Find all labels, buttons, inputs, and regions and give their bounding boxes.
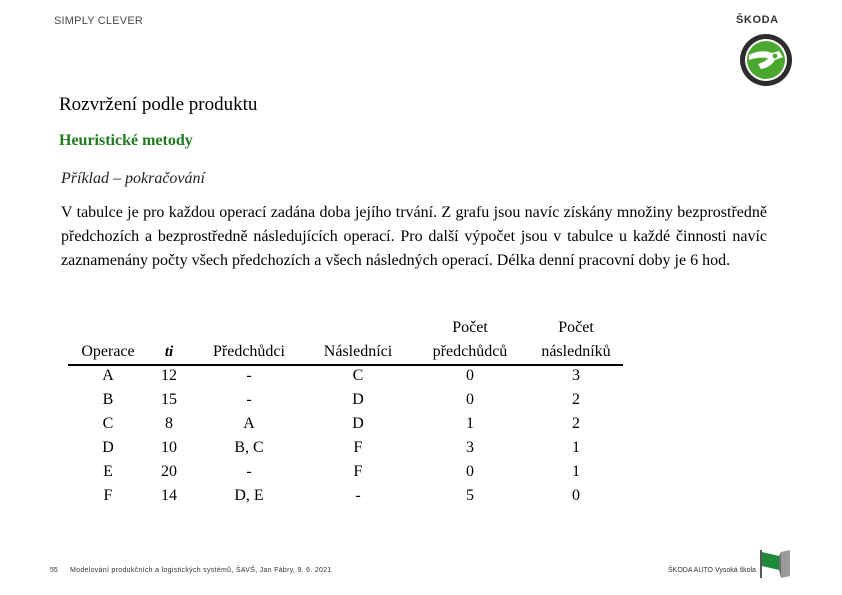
footer-text: Modelování produkčních a logistických systémů, ŠAVŠ, Jan Fábry, 9. 6. 2021 [70,567,332,574]
cell-operation: B [102,391,114,408]
cell-predecessors: - [246,391,252,408]
column-successors [310,316,406,508]
column-predecessors [198,316,300,508]
cell-successors: D [352,415,364,432]
brand-tagline: SIMPLY CLEVER [54,15,144,27]
cell-operation: A [102,367,114,384]
cell-successors: F [353,439,363,456]
skoda-logo-icon [739,33,793,87]
cell-predecessors: B, C [234,439,264,456]
slide-title: Rozvržení podle produktu [59,94,258,115]
cell-succ-count: 1 [572,463,580,480]
cell-succ-count: 3 [572,367,580,384]
cell-time: 12 [161,367,177,384]
cell-pred-count: 5 [466,487,474,504]
cell-predecessors: D, E [234,487,264,504]
footer-org: ŠKODA AUTO Vysoká škola [668,567,756,574]
header-pred-count-line2: předchůdců [432,343,508,360]
cell-successors: D [352,391,364,408]
cell-operation: F [103,487,113,504]
column-operation [68,316,148,508]
cell-time: 10 [161,439,177,456]
header-succ-count-line2: následníků [541,343,611,360]
column-time [149,316,189,508]
cell-pred-count: 3 [466,439,474,456]
cell-pred-count: 0 [466,463,474,480]
header-operation: Operace [81,343,135,360]
cell-predecessors: A [243,415,255,432]
cell-succ-count: 1 [572,439,580,456]
cell-pred-count: 1 [466,415,474,432]
cell-succ-count: 2 [572,391,580,408]
cell-successors: C [352,367,364,384]
header-succ-count-line1: Počet [558,319,594,336]
page-number: 55 [50,567,58,574]
brand-name: ŠKODA [736,14,779,26]
cell-operation: C [102,415,114,432]
example-label: Příklad – pokračování [61,170,205,187]
cell-predecessors: - [246,463,252,480]
cell-successors: - [355,487,361,504]
cell-succ-count: 2 [572,415,580,432]
cell-time: 15 [161,391,177,408]
header-predecessors: Předchůdci [213,343,285,360]
cell-predecessors: - [246,367,252,384]
cell-pred-count: 0 [466,367,474,384]
header-pred-count-line1: Počet [452,319,488,336]
description-paragraph: V tabulce je pro každou operací zadána doba jejího trvání. Z grafu jsou navíc získány množiny bezprostředně předchozích a bezprostředně následujících operací. Pro další výpočet jsou v tabulce u každé činnosti navíc zaznamenány počty všech předchozích a všech následných operací. Délka denní pracovní doby je 6 hod. [61,204,767,269]
school-flag-icon [757,548,793,580]
column-predecessor-count [418,316,522,508]
column-successor-count [526,316,626,508]
header-time: ti [164,344,174,360]
cell-time: 14 [161,487,177,504]
cell-time: 8 [165,415,173,432]
header-successors: Následníci [323,343,393,360]
cell-succ-count: 0 [572,487,580,504]
cell-pred-count: 0 [466,391,474,408]
slide-subtitle: Heuristické metody [59,132,193,149]
cell-operation: D [102,439,114,456]
cell-successors: F [353,463,363,480]
operations-table [0,316,842,516]
cell-operation: E [103,463,113,480]
cell-time: 20 [161,463,177,480]
